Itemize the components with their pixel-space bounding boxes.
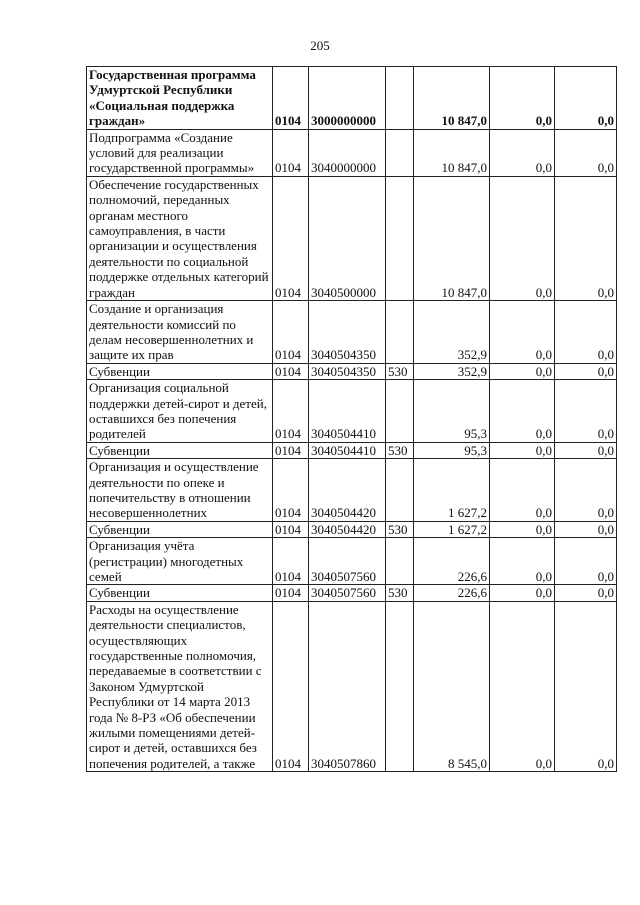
amount-year1-cell: 226,6	[414, 538, 490, 585]
expense-type-cell	[386, 380, 414, 443]
row-name-cell: Субвенции	[87, 521, 273, 537]
amount-year2-cell: 0,0	[490, 585, 555, 601]
amount-year2-cell: 0,0	[490, 176, 555, 300]
section-code-cell: 0104	[273, 442, 309, 458]
amount-year2-cell: 0,0	[490, 67, 555, 130]
amount-year1-cell: 10 847,0	[414, 176, 490, 300]
target-article-cell: 3040504350	[309, 363, 386, 379]
amount-year3-cell: 0,0	[555, 129, 617, 176]
section-code-cell: 0104	[273, 585, 309, 601]
amount-year3-cell: 0,0	[555, 585, 617, 601]
table-row	[87, 538, 617, 585]
amount-year1-cell: 95,3	[414, 442, 490, 458]
amount-year1-cell: 352,9	[414, 363, 490, 379]
amount-year3-cell: 0,0	[555, 363, 617, 379]
expense-type-cell	[386, 601, 414, 771]
section-code-cell: 0104	[273, 67, 309, 130]
target-article-cell: 3040504350	[309, 301, 386, 364]
amount-year2-cell: 0,0	[490, 601, 555, 771]
page-number: 205	[310, 38, 330, 53]
target-article-cell: 3040500000	[309, 176, 386, 300]
amount-year3-cell: 0,0	[555, 176, 617, 300]
section-code-cell: 0104	[273, 380, 309, 443]
row-name-cell: Создание и организация деятельности комиссий по делам несовершеннолетних и защите их прав	[87, 301, 273, 364]
table-row	[87, 301, 617, 364]
amount-year1-cell: 8 545,0	[414, 601, 490, 771]
amount-year3-cell: 0,0	[555, 538, 617, 585]
amount-year3-cell: 0,0	[555, 601, 617, 771]
amount-year1-cell: 1 627,2	[414, 521, 490, 537]
table-row	[87, 67, 617, 130]
target-article-cell: 3040504410	[309, 380, 386, 443]
amount-year3-cell: 0,0	[555, 301, 617, 364]
expense-type-cell	[386, 176, 414, 300]
amount-year3-cell: 0,0	[555, 459, 617, 522]
row-name-cell: Организация социальной поддержки детей-сирот и детей, оставшихся без попечения родителей	[87, 380, 273, 443]
table-row	[87, 459, 617, 522]
expense-type-cell	[386, 301, 414, 364]
budget-table-body	[87, 67, 617, 772]
section-code-cell: 0104	[273, 459, 309, 522]
section-code-cell: 0104	[273, 601, 309, 771]
amount-year1-cell: 10 847,0	[414, 129, 490, 176]
amount-year2-cell: 0,0	[490, 363, 555, 379]
table-row	[87, 442, 617, 458]
table-row	[87, 601, 617, 771]
amount-year3-cell: 0,0	[555, 521, 617, 537]
amount-year1-cell: 10 847,0	[414, 67, 490, 130]
amount-year2-cell: 0,0	[490, 459, 555, 522]
target-article-cell: 3040504420	[309, 459, 386, 522]
amount-year3-cell: 0,0	[555, 380, 617, 443]
amount-year1-cell: 352,9	[414, 301, 490, 364]
section-code-cell: 0104	[273, 363, 309, 379]
amount-year1-cell: 226,6	[414, 585, 490, 601]
amount-year2-cell: 0,0	[490, 538, 555, 585]
row-name-cell: Государственная программа Удмуртской Республики «Социальная поддержка граждан»	[87, 67, 273, 130]
amount-year3-cell: 0,0	[555, 442, 617, 458]
target-article-cell: 3040507860	[309, 601, 386, 771]
expense-type-cell: 530	[386, 521, 414, 537]
amount-year2-cell: 0,0	[490, 129, 555, 176]
table-row	[87, 129, 617, 176]
target-article-cell: 3040000000	[309, 129, 386, 176]
expense-type-cell	[386, 129, 414, 176]
amount-year3-cell: 0,0	[555, 67, 617, 130]
row-name-cell: Расходы на осуществление деятельности специалистов, осуществляющих государственные полномочия, передаваемые в соответствии с Законом Удмуртской Республики от 14 марта 2013 года № 8-РЗ «Об обеспечении жилыми помещениями детей-сирот и детей, оставшихся без попечения родителей, а также	[87, 601, 273, 771]
row-name-cell: Субвенции	[87, 442, 273, 458]
target-article-cell: 3040504410	[309, 442, 386, 458]
table-row	[87, 521, 617, 537]
amount-year1-cell: 95,3	[414, 380, 490, 443]
section-code-cell: 0104	[273, 301, 309, 364]
amount-year2-cell: 0,0	[490, 301, 555, 364]
row-name-cell: Субвенции	[87, 585, 273, 601]
table-row	[87, 176, 617, 300]
table-row	[87, 380, 617, 443]
section-code-cell: 0104	[273, 521, 309, 537]
row-name-cell: Организация учёта (регистрации) многодетных семей	[87, 538, 273, 585]
section-code-cell: 0104	[273, 538, 309, 585]
row-name-cell: Субвенции	[87, 363, 273, 379]
expense-type-cell	[386, 459, 414, 522]
expense-type-cell	[386, 67, 414, 130]
amount-year2-cell: 0,0	[490, 380, 555, 443]
section-code-cell: 0104	[273, 129, 309, 176]
amount-year2-cell: 0,0	[490, 442, 555, 458]
section-code-cell: 0104	[273, 176, 309, 300]
table-row	[87, 363, 617, 379]
row-name-cell: Подпрограмма «Создание условий для реализации государственной программы»	[87, 129, 273, 176]
target-article-cell: 3040504420	[309, 521, 386, 537]
expense-type-cell: 530	[386, 442, 414, 458]
amount-year2-cell: 0,0	[490, 521, 555, 537]
target-article-cell: 3040507560	[309, 538, 386, 585]
target-article-cell: 3040507560	[309, 585, 386, 601]
expense-type-cell	[386, 538, 414, 585]
row-name-cell: Обеспечение государственных полномочий, переданных органам местного самоуправления, в части организации и осуществления деятельности по социальной поддержке отдельных категорий граждан	[87, 176, 273, 300]
expense-type-cell: 530	[386, 585, 414, 601]
amount-year1-cell: 1 627,2	[414, 459, 490, 522]
table-row	[87, 585, 617, 601]
expense-type-cell: 530	[386, 363, 414, 379]
target-article-cell: 3000000000	[309, 67, 386, 130]
row-name-cell: Организация и осуществление деятельности по опеке и попечительству в отношении несовершеннолетних	[87, 459, 273, 522]
budget-table	[86, 66, 617, 772]
